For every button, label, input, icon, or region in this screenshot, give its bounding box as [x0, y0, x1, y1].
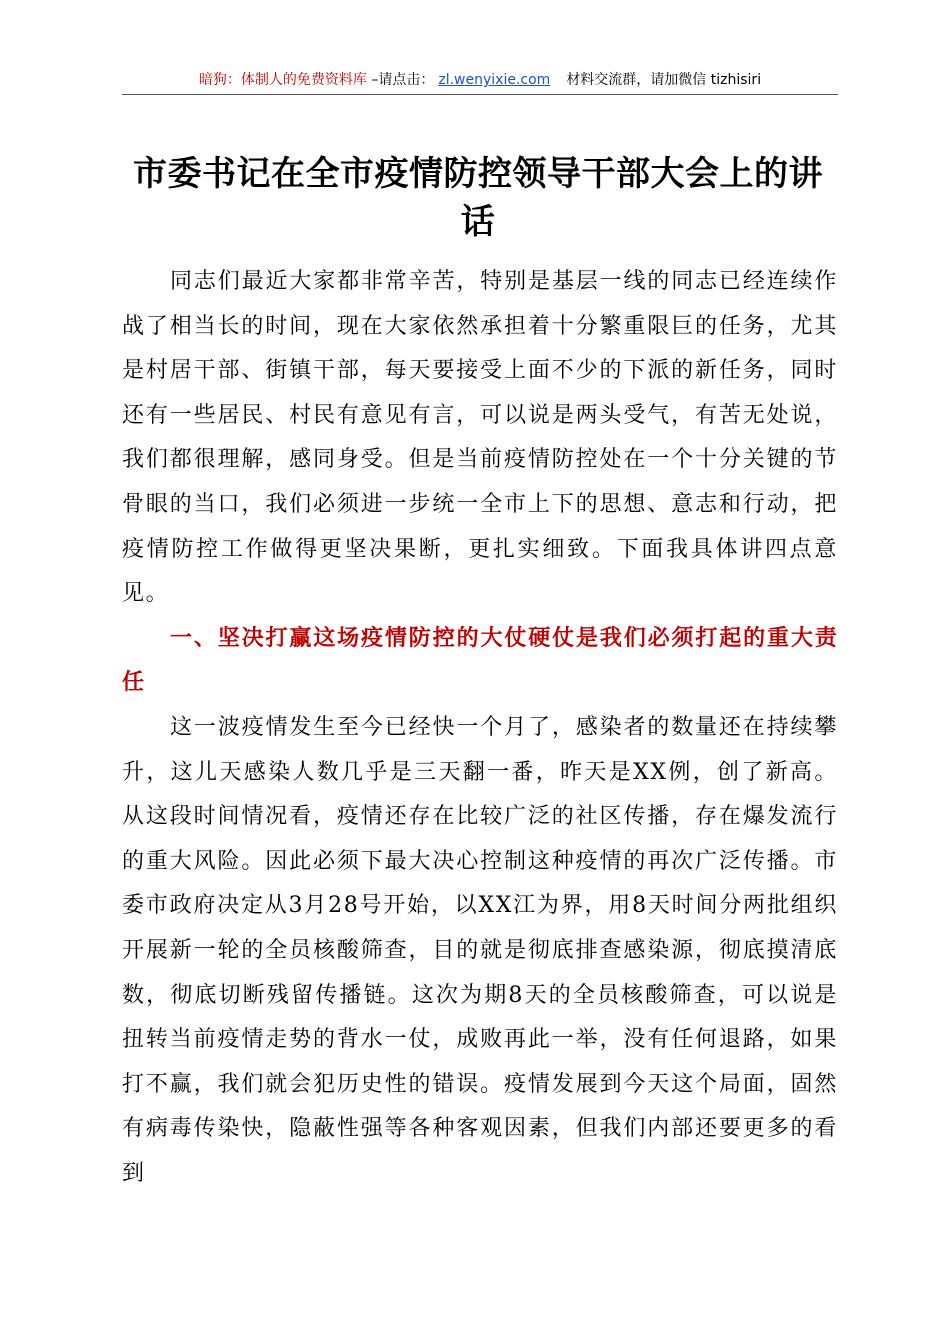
header-website-link[interactable]: zl.wenyixie.com [438, 72, 551, 88]
document-title: 市委书记在全市疫情防控领导干部大会上的讲话 [133, 154, 823, 242]
section-1-paragraph: 这一波疫情发生至今已经快一个月了，感染者的数量还在持续攀升，这儿天感染人数几乎是三天翻一番，昨天是XX例，创了新高。从这段时间情况看，疫情还存在比较广泛的社区传播，存在爆发流行的重大风险。因此必须下最大决心控制这种疫情的再次广泛传播。市委市政府决定从3月28号开始，以XX江为界，用8天时间分两批组织开展新一轮的全员核酸筛查，目的就是彻底排查感染源，彻底摸清底数，彻底切断残留传播链。这次为期8天的全员核酸筛查，可以说是扭转当前疫情走势的背水一仗，成败再此一举，没有任何退路，如果打不赢，我们就会犯历史性的错误。疫情发展到今天这个局面，固然有病毒传染快，隐蔽性强等各种客观因素，但我们内部还要更多的看到 [122, 714, 838, 1186]
header-wechat-note: 材料交流群，请加微信 tizhisiri [566, 72, 762, 88]
page-header [122, 68, 838, 95]
intro-paragraph: 同志们最近大家都非常辛苦，特别是基层一线的同志已经连续作战了相当长的时间，现在大家依然承担着十分繁重限巨的任务，尤其是村居干部、街镇干部，每天要接受上面不少的下派的新任务，同时还有一些居民、村民有意见有言，可以说是两头受气，有苦无处说，我们都很理解，感同身受。但是当前疫情防控处在一个十分关键的节骨眼的当口，我们必须进一步统一全市上下的思想、意志和行动，把疫情防控工作做得更坚决果断，更扎实细致。下面我具体讲四点意见。 [122, 269, 838, 607]
document-body [122, 260, 838, 1196]
header-source-label: 暗狗：体制人的免费资料库 [198, 72, 367, 88]
header-click-label: –请点击： [366, 72, 435, 88]
section-heading-1: 一、坚决打赢这场疫情防控的大仗硬仗是我们必须打起的重大责任 [122, 625, 838, 696]
